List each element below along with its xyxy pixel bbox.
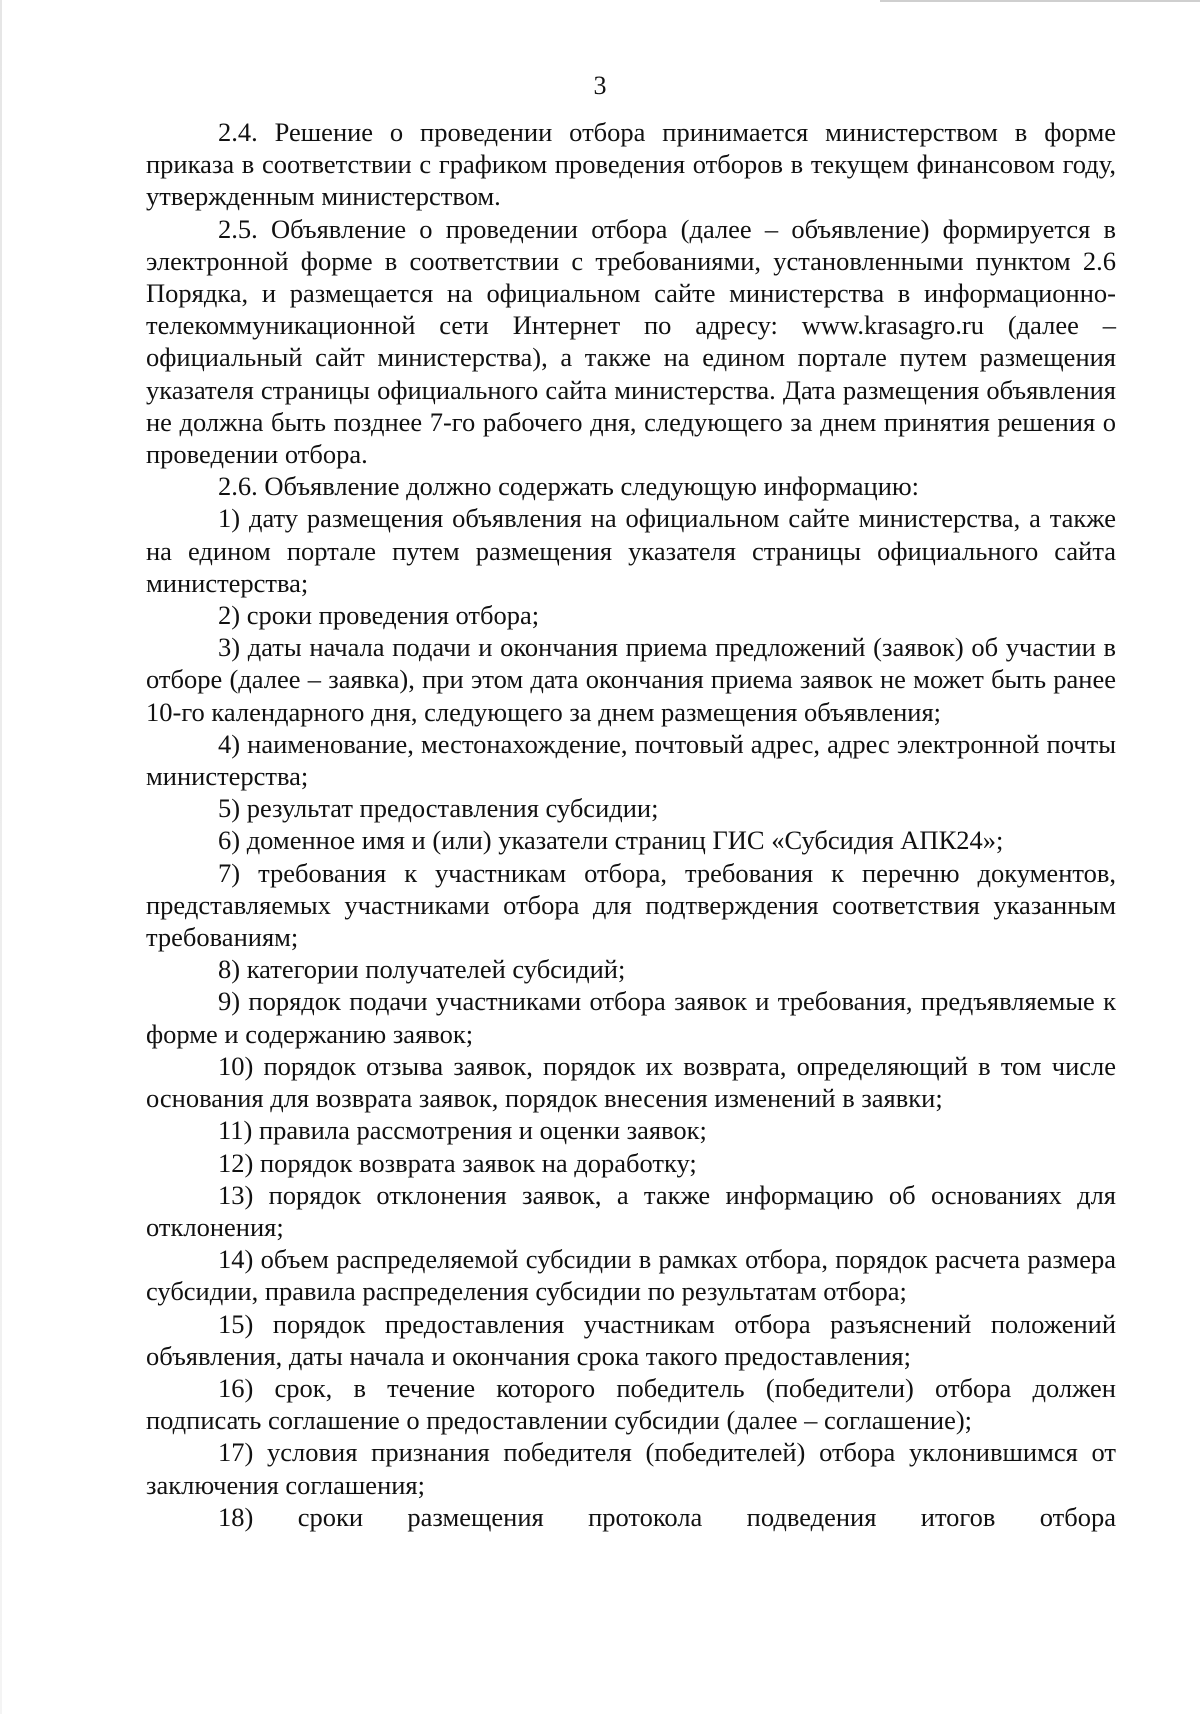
paragraph-2-6: 2.6. Объявление должно содержать следующую информацию: (218, 471, 920, 502)
paragraph-2-4: 2.4. Решение о проведении отбора принимается министерством в форме приказа в соответствии с графиком проведения отборов в текущем финансовом году, утвержденным министерством. (146, 117, 1116, 212)
list-item-6: 6) доменное имя и (или) указатели страниц ГИС «Субсидия АПК24»; (218, 825, 1004, 856)
list-item-13: 13) порядок отклонения заявок, а также информацию об основаниях для отклонения; (146, 1179, 1116, 1242)
list-item-11: 11) правила рассмотрения и оценки заявок; (218, 1115, 707, 1146)
list-item-8: 8) категории получателей субсидий; (218, 954, 626, 985)
list-item-4: 4) наименование, местонахождение, почтовый адрес, адрес электронной почты министерства; (146, 728, 1116, 792)
list-item-16: 16) срок, в течение которого победитель (победители) отбора должен подписать соглашение о предоставлении субсидии (далее – соглашение); (146, 1372, 1116, 1436)
list-item-17: 17) условия признания победителя (победителей) отбора уклонившимся от заключения соглашения; (146, 1437, 1116, 1500)
page-number: 3 (593, 71, 607, 100)
list-item-3: 3) даты начала подачи и окончания приема предложений (заявок) об участии в отборе (далее – заявка), при этом дата окончания приема заявок не может быть ранее 10-го календарного дня, следующего за днем размещения объявления; (146, 632, 1116, 727)
list-item-15: 15) порядок предоставления участникам отбора разъяснений положений объявления, даты начала и окончания срока такого предоставления; (146, 1308, 1116, 1371)
paragraph-2-5: 2.5. Объявление о проведении отбора (далее – объявление) формируется в электронной форме в соответствии с требованиями, установленными пунктом 2.6 Порядка, и размещается на официальном сайте министерства в информационно-телекоммуникационной сети Интернет по адресу: www.krasagro.ru (далее – официальный сайт министерства), а также на едином портале путем размещения указателя страницы официального сайта министерства. Дата размещения объявления не должна быть позднее 7-го рабочего дня, следующего за днем принятия решения о проведении отбора. (146, 213, 1116, 470)
list-item-10: 10) порядок отзыва заявок, порядок их возврата, определяющий в том числе основания для возврата заявок, порядок внесения изменений в заявки; (146, 1050, 1116, 1114)
scan-edge-left (0, 0, 2, 1714)
list-item-1: 1) дату размещения объявления на официальном сайте министерства, а также на едином портале путем размещения указателя страницы официального сайта министерства; (146, 503, 1116, 598)
list-item-9: 9) порядок подачи участниками отбора заявок и требования, предъявляемые к форме и содержанию заявок; (146, 986, 1116, 1049)
scan-edge-top (880, 0, 1200, 2)
list-item-14: 14) объем распределяемой субсидии в рамках отбора, порядок расчета размера субсидии, правила распределения субсидии по результатам отбора; (146, 1244, 1116, 1307)
document-body (146, 116, 1116, 1533)
list-item-12: 12) порядок возврата заявок на доработку; (218, 1147, 697, 1178)
list-item-5: 5) результат предоставления субсидии; (218, 793, 659, 824)
list-item-2: 2) сроки проведения отбора; (218, 600, 540, 631)
list-item-18: 18) сроки размещения протокола подведения итогов отбора (218, 1501, 1116, 1532)
list-item-7: 7) требования к участникам отбора, требования к перечню документов, представляемых участниками отбора для подтверждения соответствия указанным требованиям; (146, 857, 1116, 953)
